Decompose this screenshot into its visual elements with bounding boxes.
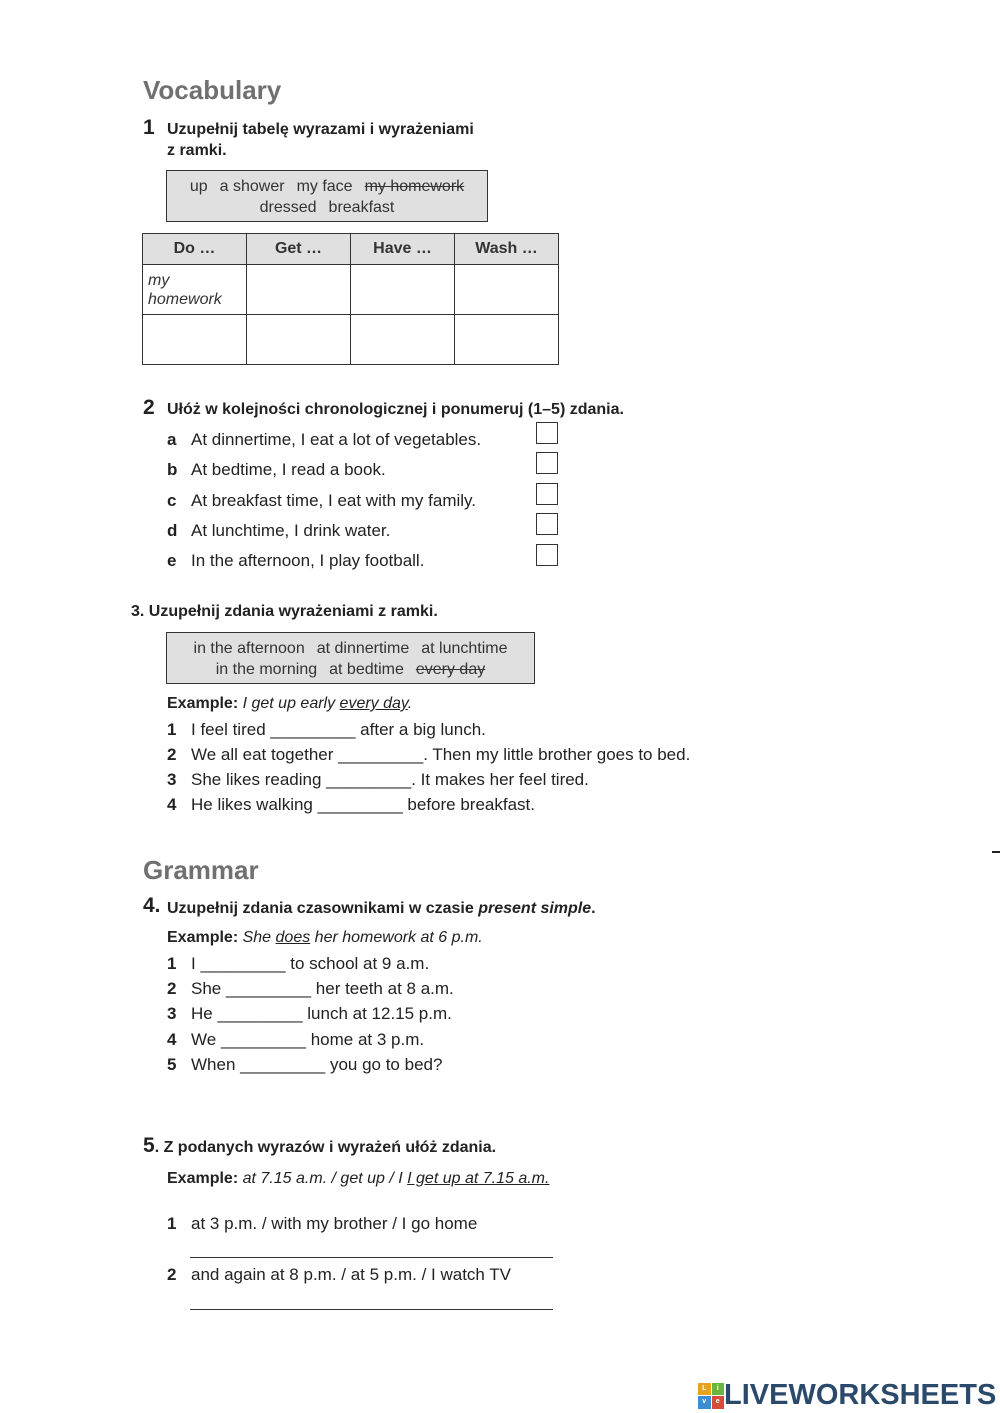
table-row bbox=[143, 265, 559, 315]
word-box-3-row1 bbox=[167, 638, 534, 659]
logo-badge-icon bbox=[698, 1383, 724, 1409]
item-text: When _________ you go to bed? bbox=[191, 1055, 443, 1074]
word-box-1-row1 bbox=[167, 176, 487, 197]
answer-line-2[interactable] bbox=[190, 1308, 553, 1310]
exercise-1-instruction-line1: Uzupełnij tabelę wyrazami i wyrażeniami bbox=[167, 121, 474, 138]
list-item bbox=[167, 795, 535, 815]
example-end: . bbox=[407, 695, 413, 712]
exercise-5-instruction: . Z podanych wyrazów i wyrażeń ułóż zdania. bbox=[154, 1139, 497, 1156]
order-checkbox-d[interactable] bbox=[536, 513, 558, 535]
table-cell-example bbox=[143, 265, 247, 315]
word-chip-used: every day bbox=[415, 661, 486, 678]
logo-badge-letter: i bbox=[712, 1383, 725, 1396]
exercise-4-number: 4. bbox=[143, 894, 161, 917]
table-cell-input[interactable] bbox=[247, 265, 351, 315]
example-answer: does bbox=[275, 929, 311, 946]
exercise-4-instruction bbox=[167, 898, 596, 919]
table-cell-input[interactable] bbox=[455, 315, 559, 365]
example-answer: every day bbox=[339, 695, 408, 712]
list-item bbox=[167, 770, 589, 790]
table-cell-input[interactable] bbox=[351, 315, 455, 365]
order-checkbox-b[interactable] bbox=[536, 452, 558, 474]
example-text: her homework at 6 p.m. bbox=[314, 929, 483, 946]
logo-badge-letter: L bbox=[698, 1383, 711, 1396]
exercise-4-example bbox=[167, 929, 483, 947]
list-item bbox=[167, 954, 429, 974]
item-text: At bedtime, I read a book. bbox=[191, 460, 386, 479]
item-number: 1 bbox=[167, 954, 177, 973]
item-number: 4 bbox=[167, 1030, 177, 1049]
list-item bbox=[167, 551, 424, 571]
list-item bbox=[167, 521, 390, 541]
exercise-1-instruction bbox=[167, 119, 474, 161]
word-chip: my face bbox=[296, 178, 353, 195]
list-item bbox=[167, 1030, 424, 1050]
exercise-1-instruction-line2: z ramki. bbox=[167, 142, 227, 159]
list-item bbox=[167, 979, 454, 999]
exercise-5-number: 5 bbox=[143, 1134, 155, 1157]
table-header-get: Get … bbox=[247, 234, 351, 265]
word-box-1 bbox=[166, 170, 488, 222]
word-chip: at lunchtime bbox=[421, 640, 508, 657]
example-label: Example: bbox=[167, 1170, 239, 1187]
item-text: We _________ home at 3 p.m. bbox=[191, 1030, 425, 1049]
logo-text: LIVEWORKSHEETS bbox=[724, 1379, 997, 1411]
item-letter: e bbox=[167, 551, 177, 570]
item-number: 3 bbox=[167, 770, 177, 789]
word-chip: at bedtime bbox=[329, 661, 404, 678]
item-text: at 3 p.m. / with my brother / I go home bbox=[191, 1214, 478, 1233]
table-cell-input[interactable] bbox=[143, 315, 247, 365]
item-text: At breakfast time, I eat with my family. bbox=[191, 491, 476, 510]
exercise-2-instruction: Ułóż w kolejności chronologicznej i ponumeruj (1–5) zdania. bbox=[167, 401, 624, 418]
list-item bbox=[167, 745, 690, 765]
word-box-3-row2 bbox=[167, 659, 534, 680]
order-checkbox-c[interactable] bbox=[536, 483, 558, 505]
word-chip: at dinnertime bbox=[316, 640, 410, 657]
item-number: 5 bbox=[167, 1055, 177, 1074]
table-cell-text: homework bbox=[148, 291, 222, 308]
word-chip: up bbox=[189, 178, 208, 195]
word-chip: dressed bbox=[259, 199, 317, 216]
example-label: Example: bbox=[167, 929, 239, 946]
item-text: He _________ lunch at 12.15 p.m. bbox=[191, 1004, 452, 1023]
word-box-1-row2 bbox=[167, 197, 487, 218]
word-chip: a shower bbox=[219, 178, 285, 195]
item-letter: a bbox=[167, 430, 177, 449]
table-cell-input[interactable] bbox=[455, 265, 559, 315]
order-checkbox-e[interactable] bbox=[536, 544, 558, 566]
exercise-3-instruction: 3. Uzupełnij zdania wyrażeniami z ramki. bbox=[131, 603, 438, 620]
example-text: I get up early bbox=[242, 695, 336, 712]
example-text: at 7.15 a.m. / get up / I bbox=[242, 1170, 403, 1187]
list-item bbox=[167, 1004, 452, 1024]
exercise-5-heading bbox=[143, 1134, 496, 1158]
logo-badge-letter: e bbox=[712, 1396, 725, 1409]
item-number: 1 bbox=[167, 1214, 177, 1233]
table-header-wash: Wash … bbox=[455, 234, 559, 265]
vocabulary-table bbox=[142, 233, 559, 365]
item-text: At dinnertime, I eat a lot of vegetables. bbox=[191, 430, 482, 449]
example-answer: I get up at 7.15 a.m. bbox=[407, 1170, 550, 1187]
list-item bbox=[167, 720, 486, 740]
item-text: She _________ her teeth at 8 a.m. bbox=[191, 979, 454, 998]
list-item bbox=[167, 491, 476, 511]
list-item bbox=[167, 430, 481, 450]
item-number: 1 bbox=[167, 720, 177, 739]
logo-badge-letter: v bbox=[698, 1396, 711, 1409]
word-box-3 bbox=[166, 632, 535, 684]
list-item bbox=[167, 1265, 511, 1285]
item-number: 2 bbox=[167, 1265, 177, 1284]
item-text: He likes walking _________ before breakfast. bbox=[191, 795, 535, 814]
item-number: 2 bbox=[167, 979, 177, 998]
order-checkbox-a[interactable] bbox=[536, 422, 558, 444]
list-item bbox=[167, 460, 386, 480]
word-chip: in the afternoon bbox=[193, 640, 305, 657]
table-cell-input[interactable] bbox=[351, 265, 455, 315]
list-item bbox=[167, 1214, 477, 1234]
item-number: 3 bbox=[167, 1004, 177, 1023]
item-text: In the afternoon, I play football. bbox=[191, 551, 425, 570]
table-header-row bbox=[143, 234, 559, 265]
exercise-2-number: 2 bbox=[143, 396, 155, 419]
word-chip-used: my homework bbox=[364, 178, 465, 195]
item-text: and again at 8 p.m. / at 5 p.m. / I watch TV bbox=[191, 1265, 512, 1284]
item-number: 2 bbox=[167, 745, 177, 764]
item-text: At lunchtime, I drink water. bbox=[191, 521, 391, 540]
exercise-5-example bbox=[167, 1170, 549, 1188]
exercise-1-number: 1 bbox=[143, 116, 155, 139]
answer-line-1[interactable] bbox=[190, 1256, 553, 1258]
word-chip: in the morning bbox=[215, 661, 318, 678]
section-title-vocabulary: Vocabulary bbox=[143, 75, 282, 105]
item-text: I feel tired _________ after a big lunch. bbox=[191, 720, 486, 739]
exercise-3-example bbox=[167, 695, 412, 713]
table-header-have: Have … bbox=[351, 234, 455, 265]
example-label: Example: bbox=[167, 695, 239, 712]
item-letter: b bbox=[167, 460, 178, 479]
section-title-grammar: Grammar bbox=[143, 855, 259, 885]
item-text: We all eat together _________. Then my little brother goes to bed. bbox=[191, 745, 691, 764]
item-letter: c bbox=[167, 491, 177, 510]
table-header-do: Do … bbox=[143, 234, 247, 265]
edge-mark bbox=[992, 851, 1000, 853]
instruction-text: Uzupełnij zdania czasownikami w czasie bbox=[167, 900, 474, 917]
table-row bbox=[143, 315, 559, 365]
instruction-end: . bbox=[591, 900, 596, 917]
word-chip: breakfast bbox=[328, 199, 395, 216]
table-cell-input[interactable] bbox=[247, 315, 351, 365]
example-text: She bbox=[242, 929, 272, 946]
liveworksheets-logo[interactable] bbox=[698, 1379, 996, 1412]
item-text: I _________ to school at 9 a.m. bbox=[191, 954, 430, 973]
table-cell-text: my bbox=[148, 272, 170, 289]
item-text: She likes reading _________. It makes her feel tired. bbox=[191, 770, 589, 789]
item-number: 4 bbox=[167, 795, 177, 814]
instruction-italic: present simple bbox=[478, 900, 592, 917]
list-item bbox=[167, 1055, 442, 1075]
item-letter: d bbox=[167, 521, 178, 540]
